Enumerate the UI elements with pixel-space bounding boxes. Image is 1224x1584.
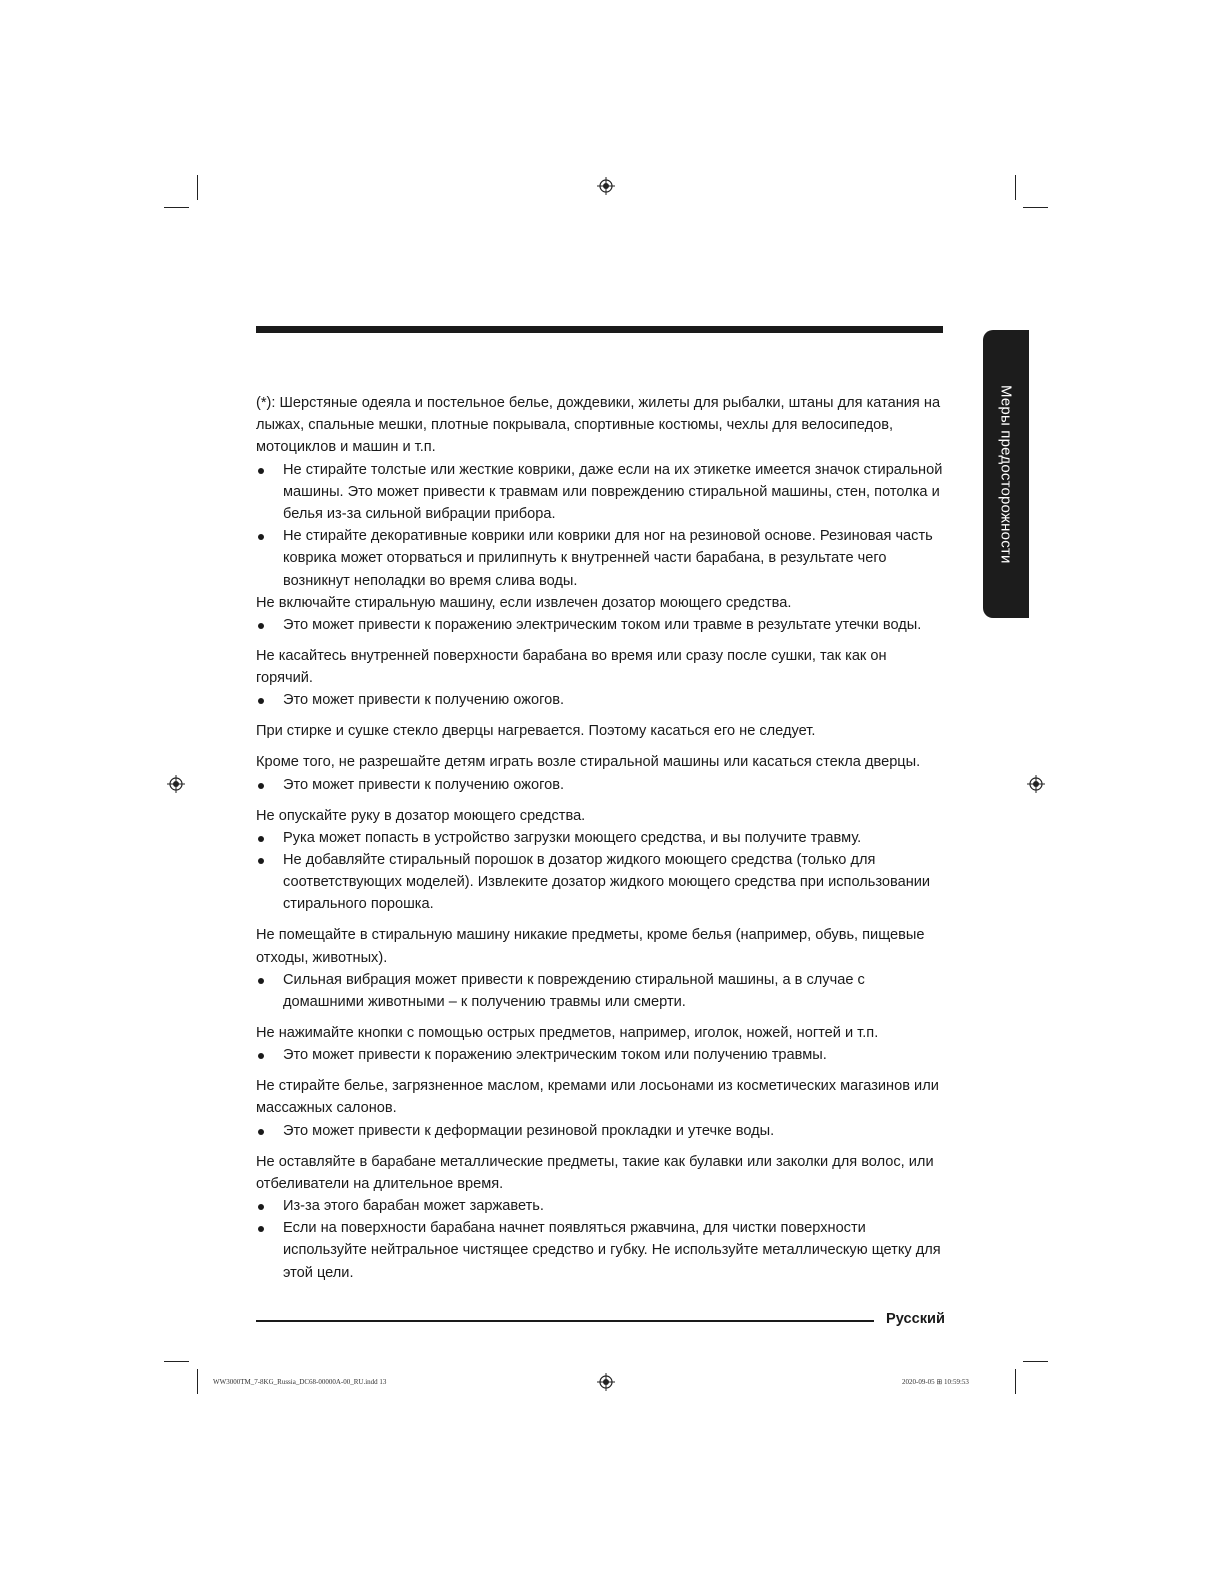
- bullet-text: Это может привести к поражению электрическим током или травме в результате утечки воды.: [283, 617, 922, 634]
- header-rule: [256, 326, 943, 333]
- crop-mark: [164, 207, 189, 208]
- bullet-text: Если на поверхности барабана начнет появляться ржавчина, для чистки поверхности используйте нейтральное чистящее средство и губку. Не используйте металлическую щетку для этой цели.: [283, 1220, 941, 1281]
- bullet-text: Это может привести к деформации резиновой прокладки и утечке воды.: [283, 1122, 775, 1139]
- bullet-list: [256, 1195, 946, 1284]
- registration-mark-icon: [167, 775, 185, 793]
- warning-paragraph: Не нажимайте кнопки с помощью острых предметов, например, иголок, ножей, ногтей и т.п.: [256, 1025, 879, 1042]
- registration-mark-icon: [597, 1373, 615, 1391]
- warning-paragraph: Не помещайте в стиральную машину никакие предметы, кроме белья (например, обувь, пищевые отходы, животных).: [256, 927, 925, 966]
- bullet-list: [256, 969, 946, 1013]
- warning-paragraph: (*): Шерстяные одеяла и постельное белье, дождевики, жилеты для рыбалки, штаны для катания на лыжах, спальные мешки, плотные покрывала, спортивные костюмы, чехлы для велосипедов, мотоциклов и машин и т.п.: [256, 395, 941, 456]
- bullet-list: [256, 614, 946, 636]
- bullet-item: [256, 1120, 946, 1142]
- crop-mark: [164, 1361, 189, 1362]
- warning-paragraph: Кроме того, не разрешайте детям играть возле стиральной машины или касаться стекла дверцы.: [256, 754, 921, 771]
- bullet-dot-icon: [258, 1129, 264, 1135]
- crop-mark: [197, 175, 198, 200]
- bullet-dot-icon: [258, 858, 264, 864]
- warning-paragraph: Не стирайте белье, загрязненное маслом, кремами или лосьонами из косметических магазинов или массажных салонов.: [256, 1078, 939, 1117]
- warning-paragraph: Не оставляйте в барабане металлические предметы, такие как булавки или заколки для волос, или отбеливатели на длительное время.: [256, 1153, 934, 1192]
- warning-block: [256, 645, 946, 712]
- bullet-dot-icon: [258, 1053, 264, 1059]
- crop-mark: [1015, 1369, 1016, 1394]
- warning-paragraph: При стирке и сушке стекло дверцы нагревается. Поэтому касаться его не следует.: [256, 723, 816, 740]
- warning-block: [256, 924, 946, 1013]
- footer-rule: [256, 1320, 874, 1322]
- crop-mark: [1023, 207, 1048, 208]
- print-slug-file: WW3000TM_7-8KG_Russia_DC68-00000A-00_RU.indd 13: [213, 1378, 387, 1386]
- bullet-dot-icon: [258, 468, 264, 474]
- warning-block: [256, 720, 946, 742]
- bullet-item: [256, 1217, 946, 1284]
- crop-mark: [197, 1369, 198, 1394]
- warning-block: [256, 1022, 946, 1066]
- bullet-list: [256, 774, 946, 796]
- bullet-list: [256, 827, 946, 916]
- bullet-dot-icon: [258, 1226, 264, 1232]
- bullet-item: [256, 774, 946, 796]
- warning-block: [256, 392, 946, 592]
- section-side-tab: [983, 330, 1029, 618]
- bullet-list: [256, 459, 946, 592]
- bullet-item: [256, 827, 946, 849]
- warning-paragraph: Не включайте стиральную машину, если извлечен дозатор моющего средства.: [256, 594, 792, 611]
- warning-paragraph: Не касайтесь внутренней поверхности барабана во время или сразу после сушки, так как он горячий.: [256, 648, 887, 687]
- warning-block: [256, 805, 946, 916]
- warning-block: [256, 751, 946, 795]
- bullet-text: Из-за этого барабан может заржаветь.: [283, 1198, 544, 1215]
- bullet-list: [256, 1044, 946, 1066]
- bullet-list: [256, 1120, 946, 1142]
- bullet-text: Не стирайте толстые или жесткие коврики, даже если на их этикетке имеется значок стиральной машины. Это может привести к травмам или повреждению стиральной машины, стен, потолка и белья из-за сильной вибрации прибора.: [283, 461, 943, 523]
- bullet-item: [256, 1044, 946, 1066]
- bullet-dot-icon: [258, 698, 264, 704]
- bullet-item: [256, 614, 946, 636]
- bullet-item: [256, 459, 946, 526]
- bullet-dot-icon: [258, 1204, 264, 1210]
- print-slug-date: 2020-09-05 ⊞ 10:59:53: [902, 1378, 969, 1386]
- section-side-tab-label: Меры предосторожности: [997, 384, 1015, 564]
- bullet-dot-icon: [258, 978, 264, 984]
- warning-block: [256, 1151, 946, 1284]
- registration-mark-icon: [1027, 775, 1045, 793]
- bullet-text: Сильная вибрация может привести к повреждению стиральной машины, а в случае с домашними животными – к получению травмы или смерти.: [283, 971, 865, 1011]
- page-body: [256, 392, 946, 1293]
- bullet-item: [256, 689, 946, 711]
- bullet-dot-icon: [258, 783, 264, 789]
- registration-mark-icon: [597, 177, 615, 195]
- bullet-text: Не добавляйте стиральный порошок в дозатор жидкого моющего средства (только для соответствующих моделей). Извлеките дозатор жидкого моющего средства при использовании стирального порошка.: [283, 852, 931, 913]
- bullet-item: [256, 525, 946, 592]
- warning-block: [256, 1075, 946, 1142]
- bullet-item: [256, 969, 946, 1013]
- crop-mark: [1023, 1361, 1048, 1362]
- bullet-dot-icon: [258, 836, 264, 842]
- footer-language: Русский: [886, 1311, 945, 1327]
- bullet-list: [256, 689, 946, 711]
- crop-mark: [1015, 175, 1016, 200]
- bullet-dot-icon: [258, 534, 264, 540]
- bullet-text: Рука может попасть в устройство загрузки моющего средства, и вы получите травму.: [283, 829, 862, 846]
- bullet-text: Это может привести к поражению электрическим током или получению травмы.: [283, 1047, 827, 1064]
- bullet-text: Это может привести к получению ожогов.: [283, 692, 565, 709]
- bullet-dot-icon: [258, 623, 264, 629]
- bullet-text: Не стирайте декоративные коврики или коврики для ног на резиновой основе. Резиновая часть коврика может оторваться и прилипнуть к внутренней части барабана, в результате чего возникнут неполадки во время слива воды.: [283, 528, 933, 589]
- bullet-item: [256, 849, 946, 916]
- bullet-item: [256, 1195, 946, 1217]
- warning-paragraph: Не опускайте руку в дозатор моющего средства.: [256, 807, 586, 824]
- warning-block: [256, 592, 946, 636]
- bullet-text: Это может привести к получению ожогов.: [283, 776, 565, 793]
